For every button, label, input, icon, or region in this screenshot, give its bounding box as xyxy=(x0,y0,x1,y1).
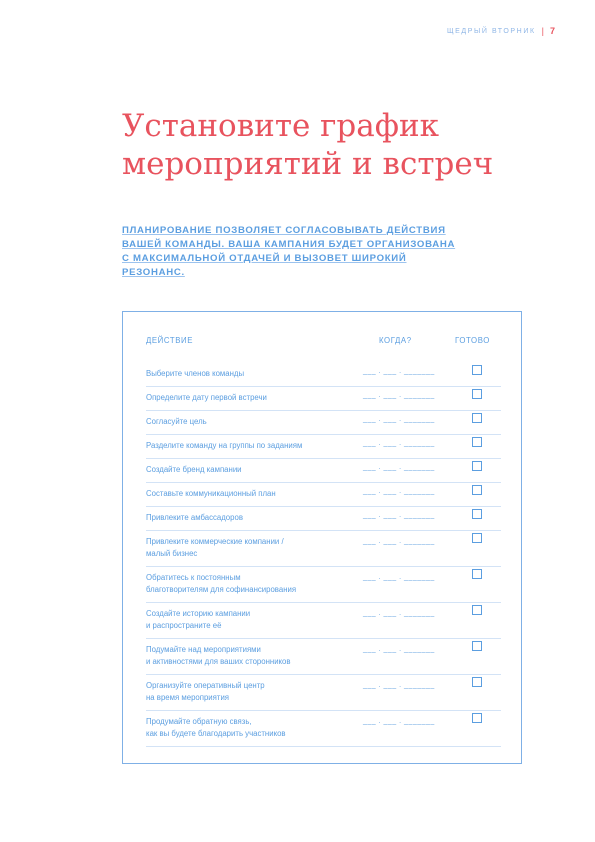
action-text xyxy=(146,644,346,668)
action-line-1: Разделите команду на группы по заданиям xyxy=(146,441,303,450)
done-checkbox[interactable] xyxy=(472,389,482,399)
action-text xyxy=(146,488,346,500)
date-field[interactable]: ___ . ___ . _______ xyxy=(363,646,435,653)
action-line-1: Продумайте обратную связь, xyxy=(146,717,252,726)
action-line-1: Привлеките коммерческие компании / xyxy=(146,537,284,546)
action-text xyxy=(146,464,346,476)
done-checkbox[interactable] xyxy=(472,605,482,615)
done-checkbox[interactable] xyxy=(472,485,482,495)
table-row xyxy=(146,602,501,639)
intro-line-2: ВАШЕЙ КОМАНДЫ. ВАША КАМПАНИЯ БУДЕТ ОРГАНИЗОВАНА xyxy=(122,239,456,250)
date-field[interactable]: ___ . ___ . _______ xyxy=(363,392,435,399)
action-line-2: как вы будете благодарить участников xyxy=(146,729,286,738)
column-header-when: КОГДА? xyxy=(379,336,412,345)
date-field[interactable]: ___ . ___ . _______ xyxy=(363,416,435,423)
done-checkbox[interactable] xyxy=(472,365,482,375)
intro-line-1: ПЛАНИРОВАНИЕ ПОЗВОЛЯЕТ СОГЛАСОВЫВАТЬ ДЕЙСТВИЯ xyxy=(122,225,446,236)
column-header-done: ГОТОВО xyxy=(455,336,490,345)
table-row xyxy=(146,674,501,711)
action-line-1: Подумайте над мероприятиями xyxy=(146,645,261,654)
table-row xyxy=(146,482,501,507)
action-text xyxy=(146,512,346,524)
column-header-action: ДЕЙСТВИЕ xyxy=(146,336,194,345)
action-line-1: Выберите членов команды xyxy=(146,369,245,378)
table-row xyxy=(146,506,501,531)
date-field[interactable]: ___ . ___ . _______ xyxy=(363,538,435,545)
date-field[interactable]: ___ . ___ . _______ xyxy=(363,718,435,725)
action-line-1: Привлеките амбассадоров xyxy=(146,513,243,522)
table-row xyxy=(146,410,501,435)
done-checkbox[interactable] xyxy=(472,533,482,543)
page-title-line-1: Установите график xyxy=(122,108,440,144)
table-row xyxy=(146,458,501,483)
done-checkbox[interactable] xyxy=(472,461,482,471)
action-line-2: и распространите её xyxy=(146,621,222,630)
action-line-2: малый бизнес xyxy=(146,549,198,558)
action-line-1: Организуйте оперативный центр xyxy=(146,681,265,690)
header-separator: | xyxy=(541,26,544,36)
action-line-1: Согласуйте цель xyxy=(146,417,207,426)
done-checkbox[interactable] xyxy=(472,641,482,651)
page-number: 7 xyxy=(549,26,555,36)
action-line-1: Составьте коммуникационный план xyxy=(146,489,276,498)
intro-text xyxy=(122,224,492,280)
section-name: ЩЕДРЫЙ ВТОРНИК xyxy=(446,27,536,35)
action-text xyxy=(146,416,346,428)
done-checkbox[interactable] xyxy=(472,437,482,447)
action-line-2: и активностями для ваших сторонников xyxy=(146,657,291,666)
page-header xyxy=(447,26,555,36)
action-text xyxy=(146,536,346,560)
action-line-1: Обратитесь к постоянным xyxy=(146,573,241,582)
page-title-line-2: мероприятий и встреч xyxy=(122,146,494,182)
done-checkbox[interactable] xyxy=(472,713,482,723)
intro-line-3: С МАКСИМАЛЬНОЙ ОТДАЧЕЙ И ВЫЗОВЕТ ШИРОКИЙ xyxy=(122,253,407,264)
action-text xyxy=(146,368,346,380)
date-field[interactable]: ___ . ___ . _______ xyxy=(363,512,435,519)
action-line-1: Определите дату первой встречи xyxy=(146,393,267,402)
action-line-2: на время мероприятия xyxy=(146,693,230,702)
table-row xyxy=(146,566,501,603)
action-text xyxy=(146,440,346,452)
checklist-table xyxy=(122,311,522,764)
action-line-2: благотворителям для софинансирования xyxy=(146,585,297,594)
action-text xyxy=(146,608,346,632)
action-text xyxy=(146,572,346,596)
action-line-1: Создайте историю кампании xyxy=(146,609,251,618)
table-row xyxy=(146,710,501,747)
done-checkbox[interactable] xyxy=(472,569,482,579)
action-line-1: Создайте бренд кампании xyxy=(146,465,242,474)
action-text xyxy=(146,680,346,704)
date-field[interactable]: ___ . ___ . _______ xyxy=(363,488,435,495)
table-row xyxy=(146,386,501,411)
table-row xyxy=(146,434,501,459)
intro-line-4: РЕЗОНАНС. xyxy=(122,267,185,278)
table-row xyxy=(146,638,501,675)
table-row xyxy=(146,530,501,567)
date-field[interactable]: ___ . ___ . _______ xyxy=(363,574,435,581)
action-text xyxy=(146,392,346,404)
done-checkbox[interactable] xyxy=(472,413,482,423)
date-field[interactable]: ___ . ___ . _______ xyxy=(363,368,435,375)
date-field[interactable]: ___ . ___ . _______ xyxy=(363,682,435,689)
date-field[interactable]: ___ . ___ . _______ xyxy=(363,440,435,447)
page-title xyxy=(122,107,562,183)
date-field[interactable]: ___ . ___ . _______ xyxy=(363,464,435,471)
date-field[interactable]: ___ . ___ . _______ xyxy=(363,610,435,617)
table-row xyxy=(146,362,501,387)
done-checkbox[interactable] xyxy=(472,509,482,519)
done-checkbox[interactable] xyxy=(472,677,482,687)
action-text xyxy=(146,716,346,740)
